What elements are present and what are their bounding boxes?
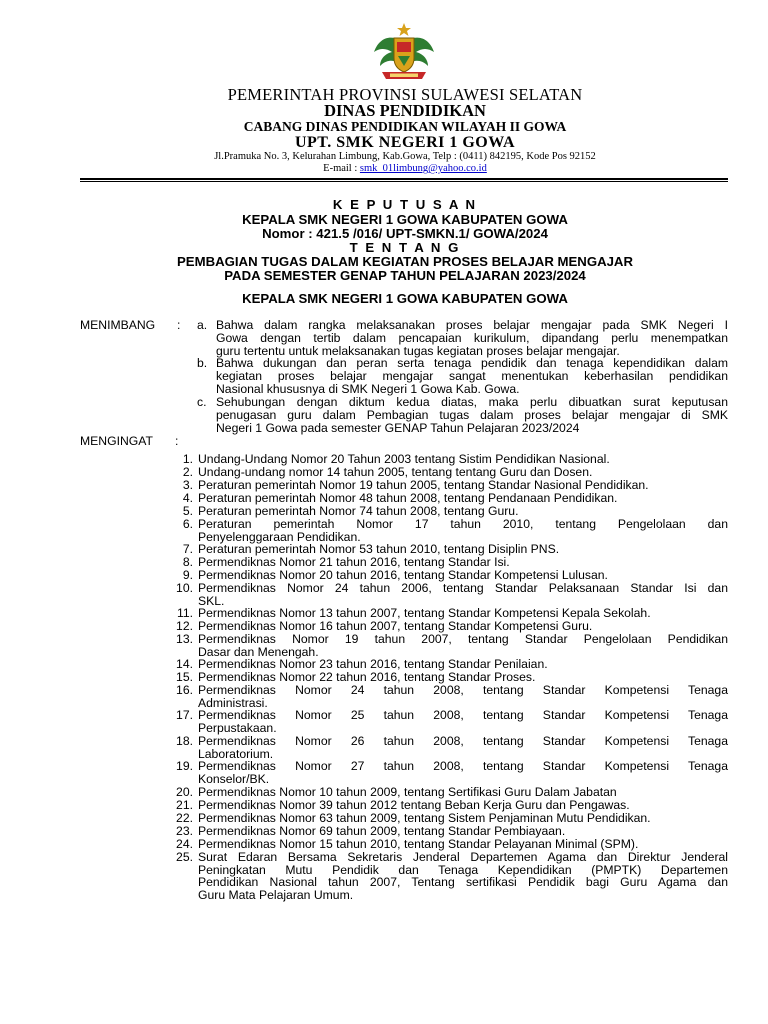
mengingat-item-number: 13. xyxy=(176,632,193,646)
menimbang-a-line1: Bahwa dalam rangka melaksanakan proses belajar mengajar pada SMK Negeri I xyxy=(216,318,728,332)
letterhead-school: UPT. SMK NEGERI 1 GOWA xyxy=(294,134,516,151)
mengingat-item-number: 20. xyxy=(176,785,193,799)
mengingat-colon: : xyxy=(175,434,179,448)
email-label: E-mail : xyxy=(323,163,360,174)
mengingat-item-number: 4. xyxy=(182,491,193,505)
mengingat-item-text: Peraturan pemerintah Nomor 17 tahun 2010, tentang Pengelolaan dan xyxy=(198,517,728,531)
decree-issuer-repeat: KEPALA SMK NEGERI 1 GOWA KABUPATEN GOWA xyxy=(242,291,568,306)
menimbang-a-label: a. xyxy=(197,318,208,332)
mengingat-item-number: 3. xyxy=(182,478,193,492)
mengingat-item-text: Permendiknas Nomor 21 tahun 2016, tentang Standar Isi. xyxy=(198,555,510,569)
mengingat-item-number: 7. xyxy=(182,542,193,556)
menimbang-c-line2: penugasan guru dalam Pembagian tugas dalam proses belajar mengajar di SMK xyxy=(216,408,728,422)
mengingat-item-text: Surat Edaran Bersama Sekretaris Jenderal Departemen Agama dan Direktur Jenderal xyxy=(198,850,728,864)
menimbang-b-label: b. xyxy=(197,356,208,370)
mengingat-item-text: Permendiknas Nomor 22 tahun 2016, tentang Standar Proses. xyxy=(198,670,536,684)
mengingat-item-number: 6. xyxy=(182,517,193,531)
mengingat-item-text: Permendiknas Nomor 24 tahun 2006, tentang Standar Pelaksanaan Standar Isi dan xyxy=(198,581,728,595)
mengingat-item-text: Permendiknas Nomor 10 tahun 2009, tentang Sertifikasi Guru Dalam Jabatan xyxy=(198,785,617,799)
letterhead-province: PEMERINTAH PROVINSI SULAWESI SELATAN xyxy=(227,85,583,104)
mengingat-item-text: Laboratorium. xyxy=(198,746,274,761)
mengingat-item-text: Permendiknas Nomor 26 tahun 2008, tentang Standar Kompetensi Tenaga xyxy=(198,734,728,748)
mengingat-item-text: Guru Mata Pelajaran Umum. xyxy=(198,887,354,902)
decree-heading: K E P U T U S A N xyxy=(332,197,478,212)
mengingat-item-text: Permendiknas Nomor 24 tahun 2008, tentang Standar Kompetensi Tenaga xyxy=(198,683,728,697)
mengingat-item-text: Permendiknas Nomor 69 tahun 2009, tentang Standar Pembiayaan. xyxy=(198,824,566,838)
sulsel-coat-of-arms-icon xyxy=(370,22,438,84)
mengingat-item-number: 23. xyxy=(176,824,193,838)
mengingat-item-text: Peraturan pemerintah Nomor 74 tahun 2008, tentang Guru. xyxy=(198,504,519,518)
menimbang-c-label: c. xyxy=(197,395,207,409)
mengingat-item-text: Permendiknas Nomor 39 tahun 2012 tentang Beban Kerja Guru dan Pengawas. xyxy=(198,798,630,812)
email-link[interactable]: smk_01limbung@yahoo.co.id xyxy=(359,163,487,174)
mengingat-item-number: 1. xyxy=(182,452,193,466)
mengingat-item-text: Dasar dan Menengah. xyxy=(198,644,319,659)
decree-subject-line2: PADA SEMESTER GENAP TAHUN PELAJARAN 2023/2024 xyxy=(224,268,586,283)
mengingat-item-text: Permendiknas Nomor 20 tahun 2016, tentang Standar Kompetensi Lulusan. xyxy=(198,568,608,582)
mengingat-item-text: Penyelenggaraan Pendidikan. xyxy=(198,529,361,544)
decree-tentang: T E N T A N G xyxy=(349,240,461,255)
menimbang-a-line2: Gowa dengan tertib dalam pencapaian kurikulum, dipandang perlu menempatkan xyxy=(216,331,728,345)
mengingat-item-text: Permendiknas Nomor 15 tahun 2010, tentang Standar Pelayanan Minimal (SPM). xyxy=(198,837,639,851)
menimbang-label: MENIMBANG xyxy=(80,318,156,332)
mengingat-item-number: 10. xyxy=(176,581,193,595)
mengingat-item-text: Pendidikan Nasional tahun 2007, Tentang sertifikasi Pendidik bagi Guru Agama dan xyxy=(198,875,728,890)
mengingat-item-number: 14. xyxy=(176,657,193,671)
mengingat-item-number: 25. xyxy=(176,850,193,864)
letterhead-email xyxy=(160,163,650,174)
mengingat-item-number: 21. xyxy=(176,798,193,812)
mengingat-item-number: 24. xyxy=(176,837,193,851)
mengingat-item-text: Permendiknas Nomor 16 tahun 2007, tentang Standar Kompetensi Guru. xyxy=(198,619,593,633)
mengingat-label: MENGINGAT xyxy=(80,434,153,448)
decree-issuer: KEPALA SMK NEGERI 1 GOWA KABUPATEN GOWA xyxy=(242,212,568,227)
mengingat-item-number: 12. xyxy=(176,619,193,633)
decree-subject-line1: PEMBAGIAN TUGAS DALAM KEGIATAN PROSES BELAJAR MENGAJAR xyxy=(177,254,633,269)
mengingat-item-number: 5. xyxy=(182,504,193,518)
menimbang-colon: : xyxy=(177,318,181,332)
mengingat-item-text: Administrasi. xyxy=(198,695,268,710)
mengingat-item-number: 18. xyxy=(176,734,193,748)
mengingat-item-text: Permendiknas Nomor 19 tahun 2007, tentang Standar Pengelolaan Pendidikan xyxy=(198,632,728,646)
mengingat-item-number: 22. xyxy=(176,811,193,825)
mengingat-item-text: Permendiknas Nomor 63 tahun 2009, tentang Sistem Penjaminan Mutu Pendidikan. xyxy=(198,811,651,825)
menimbang-a-line3: guru tertentu untuk melaksanakan tugas kegiatan proses belajar mengajar. xyxy=(216,344,620,358)
mengingat-item-text: Undang-undang nomor 14 tahun 2005, tentang tentang Guru dan Dosen. xyxy=(198,465,593,479)
mengingat-item-text: Permendiknas Nomor 13 tahun 2007, tentang Standar Kompetensi Kepala Sekolah. xyxy=(198,606,651,620)
mengingat-item-text: Permendiknas Nomor 23 tahun 2016, tentang Standar Penilaian. xyxy=(198,657,548,671)
mengingat-item-text: Peraturan pemerintah Nomor 53 tahun 2010, tentang Disiplin PNS. xyxy=(198,542,560,556)
mengingat-item-text: Permendiknas Nomor 27 tahun 2008, tentang Standar Kompetensi Tenaga xyxy=(198,759,728,773)
mengingat-item-text: Perpustakaan. xyxy=(198,720,277,735)
mengingat-item-number: 17. xyxy=(176,708,193,722)
mengingat-item-number: 2. xyxy=(182,465,193,479)
menimbang-b-line2: kegiatan proses belajar mengajar sangat menentukan keberhasilan pendidikan xyxy=(216,369,728,383)
menimbang-c-line1: Sehubungan dengan diktum kedua diatas, maka perlu dibuatkan surat keputusan xyxy=(216,395,728,409)
mengingat-item-number: 16. xyxy=(176,683,193,697)
menimbang-b-line1: Bahwa dukungan dan peran serta tenaga pendidik dan tenaga kependidikan dalam xyxy=(216,356,728,370)
decree-number: Nomor : 421.5 /016/ UPT-SMKN.1/ GOWA/2024 xyxy=(262,226,548,241)
mengingat-item-text: SKL. xyxy=(198,593,225,608)
mengingat-item-text: Konselor/BK. xyxy=(198,771,270,786)
mengingat-item-text: Permendiknas Nomor 25 tahun 2008, tentang Standar Kompetensi Tenaga xyxy=(198,708,728,722)
mengingat-item-text: Peraturan pemerintah Nomor 19 tahun 2005, tentang Standar Nasional Pendidikan. xyxy=(198,478,649,492)
letterhead-department: DINAS PENDIDIKAN xyxy=(324,101,486,120)
letterhead-branch: CABANG DINAS PENDIDIKAN WILAYAH II GOWA xyxy=(243,119,567,134)
menimbang-c-line3: Negeri 1 Gowa pada semester GENAP Tahun Pelajaran 2023/2024 xyxy=(216,421,580,435)
mengingat-item-text: Peningkatan Mutu Pendidik dan Tenaga Kependidikan (PMPTK) Departemen xyxy=(198,862,728,877)
mengingat-item-number: 15. xyxy=(176,670,193,684)
mengingat-item-text: Undang-Undang Nomor 20 Tahun 2003 tentang Sistim Pendidikan Nasional. xyxy=(198,452,610,466)
letterhead-rule-thick xyxy=(80,178,728,180)
mengingat-item-number: 19. xyxy=(176,759,193,773)
menimbang-b-line3: Nasional khususnya di SMK Negeri 1 Gowa Kab. Gowa. xyxy=(216,382,520,396)
mengingat-item-number: 11. xyxy=(176,606,193,620)
letterhead-address: Jl.Pramuka No. 3, Kelurahan Limbung, Kab.Gowa, Telp : (0411) 842195, Kode Pos 92152 xyxy=(214,151,596,162)
letterhead-rule-thin xyxy=(80,181,728,182)
mengingat-item-text: Peraturan pemerintah Nomor 48 tahun 2008, tentang Pendanaan Pendidikan. xyxy=(198,491,618,505)
mengingat-item-number: 8. xyxy=(182,555,193,569)
mengingat-item-number: 9. xyxy=(182,568,193,582)
